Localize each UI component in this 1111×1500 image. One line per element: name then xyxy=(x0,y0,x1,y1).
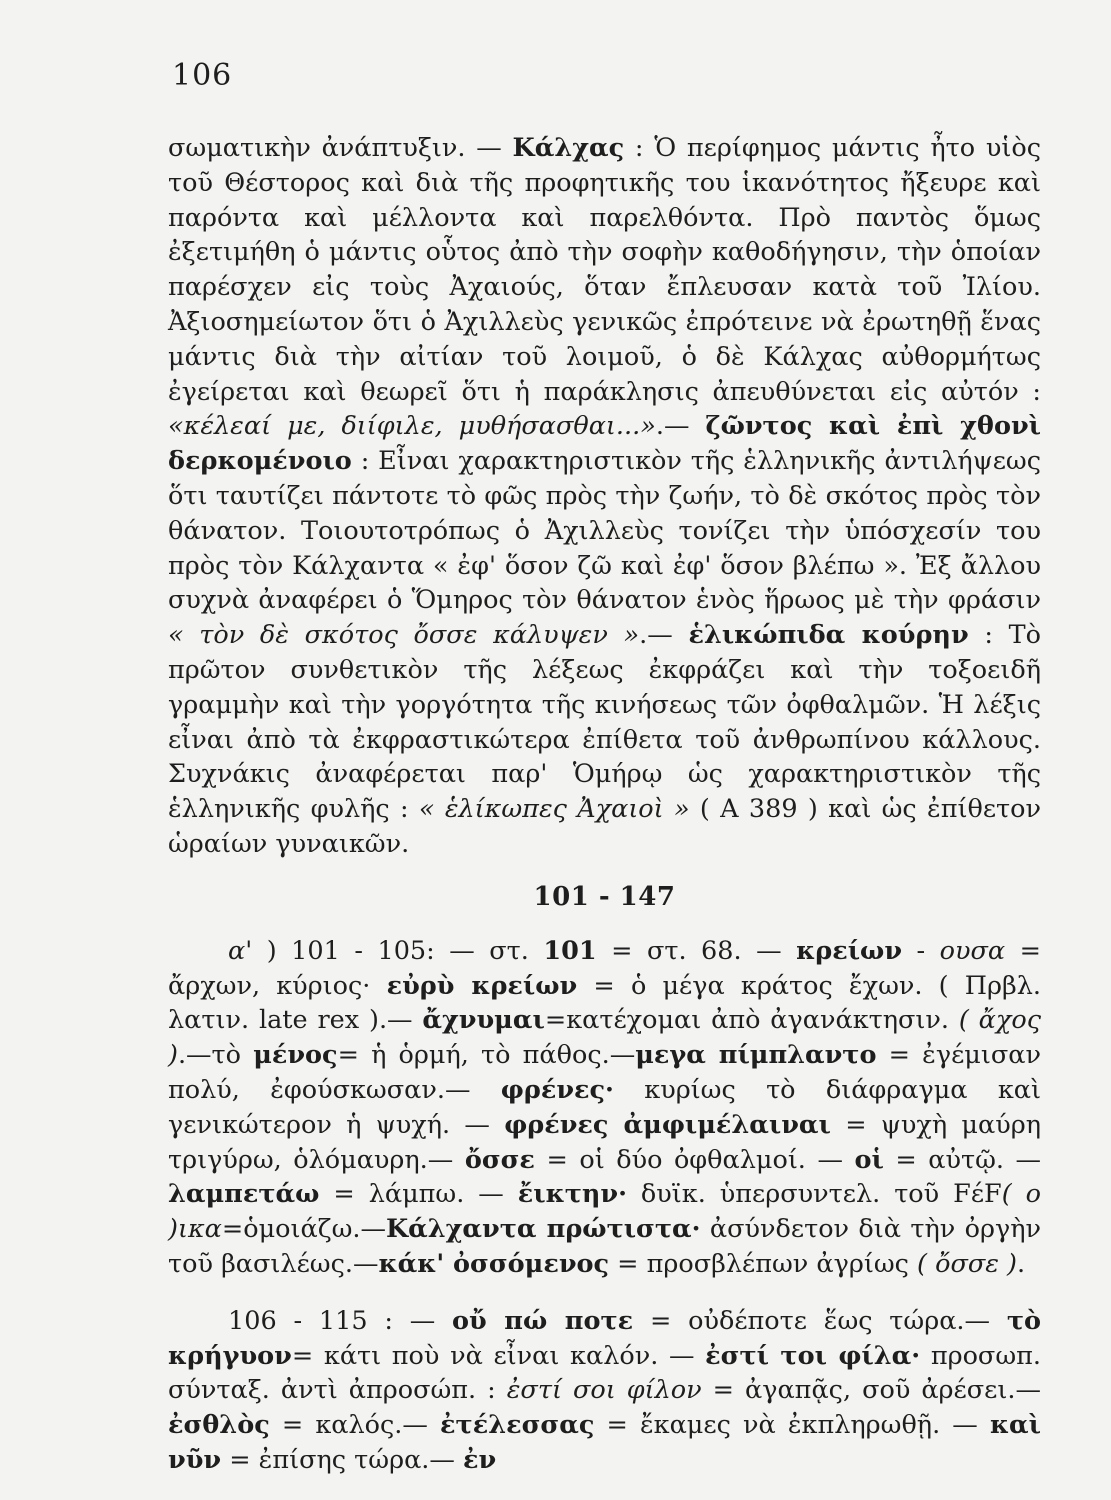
text-run: σωματικὴν ἀνάπτυξιν. — xyxy=(168,133,513,163)
lemma-term: καὶ νῦν xyxy=(168,1410,1042,1475)
quoted-phrase: ( ο )ικα xyxy=(168,1179,1041,1245)
lemma-term: εὐρὺ κρείων xyxy=(386,970,578,1001)
text-run: = οἱ δύο ὀφθαλμοί. — xyxy=(534,1144,855,1175)
lemma-term: ἄχνυμαι xyxy=(422,1005,545,1036)
lemma-term: ἐστί τοι φίλα· xyxy=(705,1340,921,1371)
text-run: =ὁμοιάζω.— xyxy=(221,1214,386,1245)
text-run: = ἡ ὁρμή, τὸ πάθος.— xyxy=(337,1040,636,1071)
text-run: = προσβλέπων ἀγρίως xyxy=(609,1248,918,1279)
lemma-term: φρένες· xyxy=(500,1074,614,1105)
text-run: προσωπ. σύνταξ. ἀντὶ ἀπροσώπ. : xyxy=(168,1340,1041,1406)
text-run: = ὁ μέγα κράτος ἔχων. ( Πρβλ. λατιν. late rex ).— xyxy=(168,970,1041,1036)
lemma-term: ἐν xyxy=(463,1444,497,1475)
text-run: .— xyxy=(655,411,706,442)
text-run: 106 - 115 : — xyxy=(228,1305,453,1336)
lemma-term: ἐτέλεσσας xyxy=(440,1410,595,1441)
text-run: = καλός.— xyxy=(269,1410,441,1441)
text-run: : Τὸ πρῶτον συνθετικὸν τῆς λέξεως ἐκφράζει καὶ τὴν τοξοειδῆ γραμμὴν καὶ τὴν γοργότητα τῆς κινήσεως τῶν ὀφθαλμῶν. Ἡ λέξις εἶναι ἀπὸ τὰ ἐκφραστικώτερα ἐπίθετα τοῦ ἀνθρωπίνου κάλλους. Συχνάκις ἀναφέρεται παρ' Ὁμήρῳ ὡς χαρακτηριστικὸν τῆς ἑλληνικῆς φυλῆς : xyxy=(168,620,1041,825)
text-run: = στ. 68. — xyxy=(596,935,797,966)
commentary-paragraph-3 xyxy=(168,1304,1041,1478)
lemma-term: κάκ' ὀσσόμενος xyxy=(378,1248,610,1279)
commentary-paragraph-1 xyxy=(168,131,1041,862)
lemma-term: οἱ xyxy=(854,1144,884,1175)
text-run: = λάμπω. — xyxy=(319,1179,518,1210)
section-heading: 101 - 147 xyxy=(533,881,676,912)
text-run: ἀσύνδετον διὰ τὴν ὀργὴν τοῦ βασιλέως.— xyxy=(168,1214,1041,1279)
text-run: = αὐτῷ. — xyxy=(883,1144,1041,1175)
quoted-phrase: « τὸν δὲ σκότος ὄσσε κάλυψεν » xyxy=(168,620,640,651)
lemma-term: λαμπετάω xyxy=(168,1179,320,1210)
quoted-phrase: ουσα xyxy=(939,935,1006,966)
quoted-phrase: ( ὄσσε ) xyxy=(917,1248,1018,1279)
lemma-term: Κάλχαντα πρώτιστα· xyxy=(385,1214,701,1245)
page-number: 106 xyxy=(172,58,233,93)
lemma-term: κρείων xyxy=(796,935,903,966)
quoted-phrase: α' xyxy=(228,935,267,966)
lemma-term: τὸ κρήγυον xyxy=(168,1305,1041,1371)
lemma-term: ἐσθλὸς xyxy=(168,1410,270,1441)
text-run: = ἐγέμισαν πολύ, ἐφούσκωσαν.— xyxy=(168,1040,1041,1105)
lemma-term: ἑλικώπιδα κούρην xyxy=(688,620,969,651)
lemma-term: μένος xyxy=(253,1040,338,1071)
lemma-term: 101 xyxy=(543,935,597,966)
commentary-paragraph-2 xyxy=(168,934,1041,1282)
quoted-phrase: « ἑλίκωπες Ἀχαιοὶ » xyxy=(418,794,690,825)
text-run: : Εἶναι χαρακτηριστικὸν τῆς ἑλληνικῆς ἀντιλήψεως ὅτι ταυτίζει πάντοτε τὸ φῶς πρὸς τὴν ζωήν, τὸ δὲ σκότος πρὸς τὸν θάνατον. Τοιουτοτρόπως ὁ Ἀχιλλεὺς τονίζει τὴν ὑπόσχεσίν του πρὸς τὸν Κάλχαντα « ἐφ' ὅσον ζῶ καὶ ἐφ' ὅσον βλέπω ». Ἐξ ἄλλου συχνὰ ἀναφέρει ὁ Ὅμηρος τὸν θάνατον ἑνὸς ἥρωος μὲ τὴν φράσιν xyxy=(168,446,1041,616)
lemma-term: Κάλχας xyxy=(512,133,625,163)
text-run: =κατέχομαι ἀπὸ ἀγανάκτησιν. xyxy=(544,1005,959,1036)
text-run: ( Α 389 ) καὶ ὡς ἐπίθετον ὡραίων γυναικῶν. xyxy=(168,794,1041,859)
text-run: = ἔκαμες νὰ ἐκπληρωθῇ. — xyxy=(594,1410,990,1441)
lemma-term: ἔικτην· xyxy=(517,1179,627,1210)
quoted-phrase: ἐστί σοι φίλον xyxy=(506,1375,702,1406)
lemma-term: ζῶντος καὶ ἐπὶ χθονὶ δερκομένοιο xyxy=(168,411,1041,477)
lemma-term: οὔ πώ ποτε xyxy=(452,1305,634,1336)
text-run: δυϊκ. ὑπερσυντελ. τοῦ FέF xyxy=(626,1179,1002,1210)
text-run: = κάτι ποὺ νὰ εἶναι καλόν. — xyxy=(291,1340,706,1371)
text-run: ) 101 - 105: — στ. xyxy=(266,935,544,966)
paragraph-gap xyxy=(168,1282,1041,1304)
text-run: .—τὸ xyxy=(177,1040,254,1071)
text-run: = ψυχὴ μαύρη τριγύρω, ὁλόμαυρη.— xyxy=(168,1109,1041,1175)
text-run: : Ὁ περίφημος μάντις ἦτο υἱὸς τοῦ Θέστορος καὶ διὰ τῆς προφητικῆς του ἱκανότητος ἤξευρε καὶ παρόντα καὶ μέλλοντα καὶ παρελθόντα. Πρὸ παντὸς ὅμως ἐξετιμήθη ὁ μάντις οὗτος ἀπὸ τὴν σοφὴν καθοδήγησιν, τὴν ὁποίαν παρέσχεν εἰς τοὺς Ἀχαιούς, ὅταν ἔπλευσαν κατὰ τοῦ Ἰλίου. Ἀξιοσημείωτον ὅτι ὁ Ἀχιλλεὺς γενικῶς ἐπρότεινε νὰ ἐρωτηθῇ ἕνας μάντις διὰ τὴν αἰτίαν τοῦ λοιμοῦ, ὁ δὲ Κάλχας αὐθορμήτως ἐγείρεται καὶ θεωρεῖ ὅτι ἡ παράκλησις ἀπευθύνεται εἰς αὐτόν : xyxy=(168,133,1041,407)
text-run: κυρίως τὸ διάφραγμα καὶ γενικώτερον ἡ ψυχή. — xyxy=(168,1074,1042,1140)
text-run: = ἐπίσης τώρα.— xyxy=(221,1444,464,1475)
lemma-term: φρένες ἀμφιμέλαιναι xyxy=(504,1109,831,1140)
text-run: . xyxy=(1017,1248,1026,1279)
text-run: = ἀγαπᾷς, σοῦ ἀρέσει.— xyxy=(701,1375,1041,1406)
quoted-phrase: ( ἄχος ) xyxy=(168,1005,1041,1071)
text-run: = οὐδέποτε ἕως τώρα.— xyxy=(633,1305,1007,1336)
lemma-term: μεγα πίμπλαντο xyxy=(635,1040,877,1071)
text-run: - xyxy=(902,935,940,966)
text-run: = ἄρχων, κύριος· xyxy=(168,935,1041,1001)
text-run: .— xyxy=(639,620,689,651)
quoted-phrase: «κέλεαί με, διίφιλε, μυθήσασθαι...» xyxy=(168,411,656,442)
lemma-term: ὄσσε xyxy=(464,1144,535,1175)
